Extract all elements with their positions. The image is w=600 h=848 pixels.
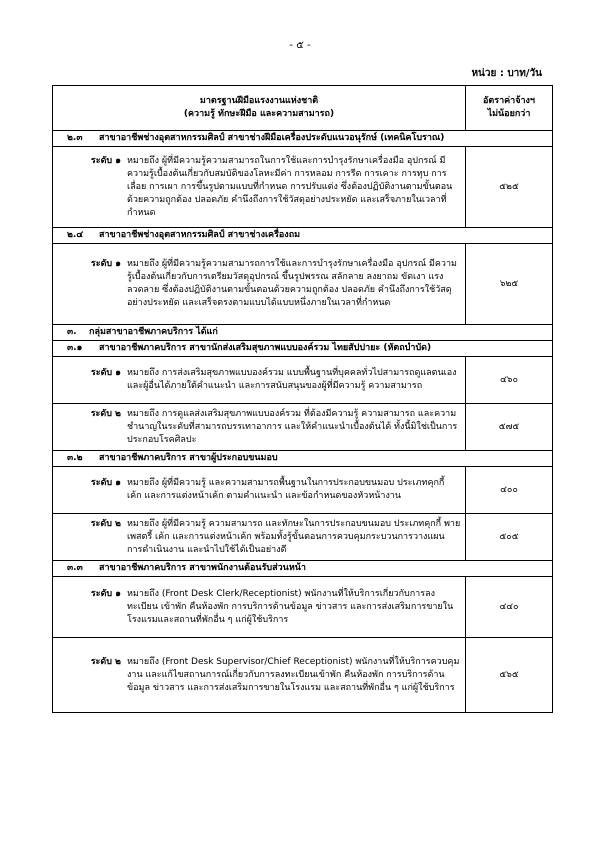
header-line: มาตรฐานฝีมือแรงงานแห่งชาติ: [199, 96, 319, 106]
wage-rate: ๔๐๐: [466, 467, 553, 514]
section-title: สาขาอาชีพภาคบริการ สาขาผู้ประกอบขนมอบ: [99, 453, 278, 463]
header-line: อัตราค่าจ้างฯ: [483, 96, 535, 106]
wage-rate: ๕๖๕: [466, 638, 553, 713]
level-row: [53, 244, 553, 325]
section-number: ๒.๓: [67, 133, 83, 143]
level-row: [53, 638, 553, 713]
table-header-row: [53, 86, 553, 131]
standard-column-header: [53, 86, 466, 131]
wage-rate: ๖๒๕: [466, 244, 553, 325]
level-description: หมายถึง ผู้ที่มีความรู้ ความสามารถ และทักษะในการประกอบขนมอบ ประเภทคุกกี้ พาย เพสตรี้ เค้ก และการแต่งหน้าเค้ก พร้อมทั้งรู้ขั้นตอนการควบคุมกระบวนการวางแผน การดำเนินงาน และนำไปใช้ได้เป็นอย่างดี: [127, 518, 461, 555]
section-row: [53, 451, 553, 467]
wage-rate: ๔๔๐: [466, 577, 553, 638]
rate-column-header: [466, 86, 553, 131]
group-row: [53, 325, 553, 341]
level-label: ระดับ ๒: [90, 518, 121, 529]
page-number: - ๕ -: [289, 40, 311, 51]
section-row: [53, 131, 553, 147]
section-title: สาขาอาชีพช่างอุตสาหกรรมศิลป์ สาขาช่างฝีมือเครื่องประดับแนวอนุรักษ์ (เทคนิคโบราณ): [99, 133, 445, 143]
group-title: กลุ่มสาขาอาชีพภาคบริการ ได้แก่: [89, 327, 218, 337]
section-row: [53, 341, 553, 357]
level-description: หมายถึง การดูแลส่งเสริมสุขภาพแบบองค์รวม ที่ต้องมีความรู้ ความสามารถ และความชำนาญในระดับที่สามารถบรรเทาอาการ และให้คำแนะนำเบื้องต้นได้ ทั้งนี้มิใช่เป็นการประกอบโรคศิลปะ: [127, 408, 458, 445]
wage-standard-table: [52, 85, 553, 713]
wage-rate: ๔๖๐: [466, 357, 553, 404]
level-description: หมายถึง (Front Desk Clerk/Receptionist) พนักงานที่ให้บริการเกี่ยวกับการลงทะเบียน เข้าพัก คืนห้องพัก การบริการด้านข้อมูล ข่าวสาร และการส่งเสริมการขายในโรงแรมและสถานที่พักอื่น ๆ แก่ผู้ใช้บริการ: [127, 588, 454, 625]
wage-rate: ๕๗๕: [466, 404, 553, 451]
level-description: หมายถึง ผู้ที่มีความรู้ความสามารถการใช้และการบำรุงรักษาเครื่องมือ อุปกรณ์ มีความรู้เบื้องต้นเกี่ยวกับการเตรียมวัสดุอุปกรณ์ ขึ้นรูปพรรณ สลักลาย ลงยาถม ขัดเงา แรงลวดลาย ซึ่งต้องปฏิบัติงานตามขั้นตอนด้วยความถูกต้อง ปลอดภัย คำนึงถึงการใช้วัสดุอย่างประหยัด และเสร็จตรงตามแบบได้แบบหนึ่งภายในเวลาที่กำหนด: [127, 259, 457, 308]
group-number: ๓.: [67, 327, 77, 337]
level-description: หมายถึง การส่งเสริมสุขภาพแบบองค์รวม แบบพื้นฐานที่บุคคลทั่วไปสามารถดูแลตนเองและผู้อื่นได้ภายใต้คำแนะนำ และการสนับสนุนของผู้ที่มีความรู้ ความสามารถ: [127, 368, 457, 391]
level-label: ระดับ ๒: [90, 656, 121, 667]
level-row: [53, 467, 553, 514]
section-number: ๒.๔: [67, 230, 84, 240]
section-title: สาขาอาชีพช่างอุตสาหกรรมศิลป์ สาขาช่างเครื่องถม: [99, 230, 301, 240]
section-title: สาขาอาชีพภาคบริการ สาขาพนักงานต้อนรับส่วนหน้า: [99, 563, 306, 573]
level-row: [53, 514, 553, 561]
section-row: [53, 228, 553, 244]
level-label: ระดับ ๑: [90, 368, 121, 378]
level-row: [53, 357, 553, 404]
level-row: [53, 577, 553, 638]
level-description: หมายถึง ผู้ที่มีความรู้ความสามารถในการใช้และการบำรุงรักษาเครื่องมือ อุปกรณ์ มีความรู้เบื้องต้นเกี่ยวกับสมบัติของโลหะมีค่า การหลอม การรีด การเคาะ การทุบ การเลื่อย การเผา การขึ้นรูปตามแบบที่กำหนด การปรับแต่ง ซึ่งต้องปฏิบัติงานตามขั้นตอนด้วยความถูกต้อง ปลอดภัย คำนึงถึงการใช้วัสดุอย่างประหยัด และเสร็จภายในเวลาที่กำหนด: [127, 155, 453, 218]
unit-label: หน่วย : บาท/วัน: [471, 68, 542, 79]
section-title: สาขาอาชีพภาคบริการ สาขานักส่งเสริมสุขภาพแบบองค์รวม ไทยสัปปายะ (หัตถบำบัด): [99, 343, 432, 353]
section-number: ๓.๓: [67, 563, 83, 573]
level-row: [53, 404, 553, 451]
wage-rate: ๕๐๕: [466, 514, 553, 561]
level-label: ระดับ ๑: [90, 259, 121, 269]
level-description: หมายถึง (Front Desk Supervisor/Chief Receptionist) พนักงานที่ให้บริการควบคุมงาน และแก้ไขสถานการณ์เกี่ยวกับการลงทะเบียนเข้าพัก คืนห้องพัก การบริการด้านข้อมูล ข่าวสาร และการส่งเสริมการขายในโรงแรม และสถานที่พักอื่น ๆ แก่ผู้ใช้บริการ: [127, 656, 460, 693]
section-number: ๓.๒: [67, 453, 83, 463]
header-line: (ความรู้ ทักษะฝีมือ และความสามารถ): [183, 109, 335, 119]
section-number: ๓.๑: [67, 343, 83, 353]
wage-rate: ๕๒๕: [466, 147, 553, 228]
level-label: ระดับ ๑: [90, 155, 121, 166]
level-description: หมายถึง ผู้ที่มีความรู้ และความสามารถพื้นฐานในการประกอบขนมอบ ประเภทคุกกี้ เค้ก และการแต่งหน้าเค้ก ตามคำแนะนำ และข้อกำหนดของหัวหน้างาน: [127, 478, 445, 501]
level-label: ระดับ ๑: [90, 478, 121, 488]
level-label: ระดับ ๑: [90, 588, 121, 599]
header-line: ไม่น้อยกว่า: [487, 109, 531, 119]
section-row: [53, 561, 553, 577]
level-label: ระดับ ๒: [90, 408, 121, 419]
level-row: [53, 147, 553, 228]
